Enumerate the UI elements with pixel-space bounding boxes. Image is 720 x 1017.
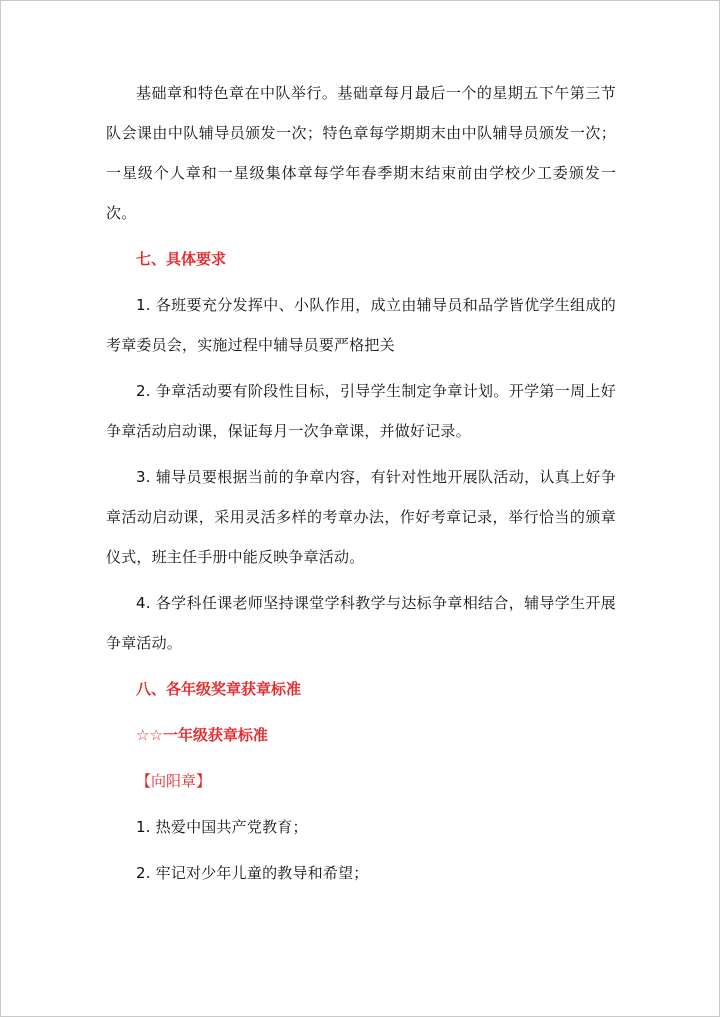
requirement-item-2: 2. 争章活动要有阶段性目标，引导学生制定争章计划。开学第一周上好争章活动启动课，保证每月一次争章课，并做好记录。 [106,382,616,440]
requirement-item-3: 3. 辅导员要根据当前的争章内容，有针对性地开展队活动，认真上好争章活动启动课，采用灵活多样的考章办法，作好考章记录，举行恰当的颁章仪式，班主任手册中能反映争章活动。 [106,468,616,566]
heading-section-8: 八、各年级奖章获章标准 [136,680,302,698]
heading-section-7: 七、具体要求 [136,250,227,268]
requirement-item-4: 4. 各学科任课老师坚持课堂学科教学与达标争章相结合，辅导学生开展争章活动。 [106,594,616,652]
badge-requirement-1: 1. 热爱中国共产党教育； [136,818,308,836]
heading-badge-xiangyang: 【向阳章】 [136,772,212,790]
badge-requirement-2: 2. 牢记对少年儿童的教导和希望； [136,864,369,882]
paragraph-badge-issuance: 基础章和特色章在中队举行。基础章每月最后一个的星期五下午第三节队会课由中队辅导员颁发一次；特色章每学期期末由中队辅导员颁发一次；一星级个人章和一星级集体章每学年春季期末结束前由学校少工委颁发一次。 [106,84,616,222]
requirement-item-1: 1. 各班要充分发挥中、小队作用，成立由辅导员和品学皆优学生组成的考章委员会，实施过程中辅导员要严格把关 [106,296,616,354]
document-body [106,73,616,893]
heading-grade-1-standard: ☆☆一年级获章标准 [136,726,268,744]
